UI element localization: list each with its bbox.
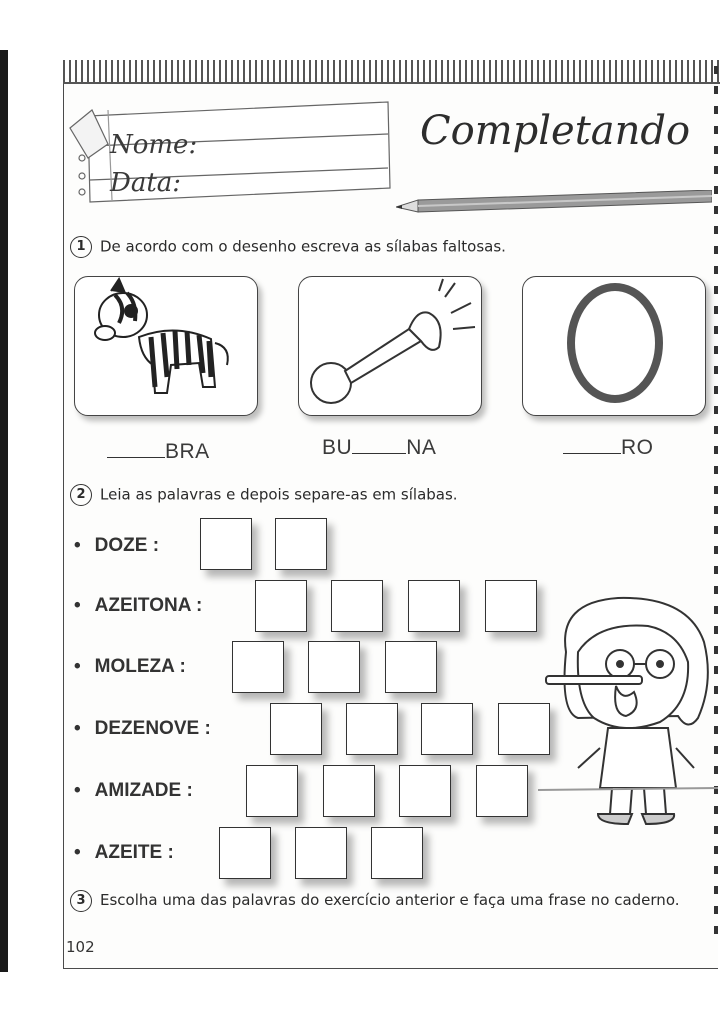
word-label: AZEITE : xyxy=(94,842,174,863)
word-moleza: • MOLEZA : xyxy=(74,656,186,677)
word-label: DEZENOVE : xyxy=(94,718,211,739)
picture-box-zero xyxy=(522,276,706,416)
girl-illustration-icon xyxy=(538,592,718,828)
word-label: AZEITONA : xyxy=(94,595,203,616)
name-label: Nome: xyxy=(110,130,198,160)
syllable-box[interactable] xyxy=(295,827,347,879)
syllable-box[interactable] xyxy=(371,827,423,879)
exercise-1-instruction xyxy=(70,236,506,258)
syllable-box[interactable] xyxy=(408,580,460,632)
syllable-text: RO xyxy=(621,436,654,459)
word-label: MOLEZA : xyxy=(94,656,186,677)
answer-blank[interactable] xyxy=(107,457,165,458)
word-doze: • DOZE : xyxy=(74,535,160,556)
page-number: 102 xyxy=(66,938,95,956)
date-label: Data: xyxy=(110,168,182,198)
page-title: Completando xyxy=(420,108,691,154)
picture-box-horn xyxy=(298,276,482,416)
syllable-box[interactable] xyxy=(346,703,398,755)
syllable-text: BRA xyxy=(165,440,210,463)
word-dezenove: • DEZENOVE : xyxy=(74,718,211,739)
syllable-box[interactable] xyxy=(246,765,298,817)
syllable-zero xyxy=(563,436,654,460)
answer-blank[interactable] xyxy=(352,453,406,454)
word-azeitona: • AZEITONA : xyxy=(74,595,203,616)
syllable-box[interactable] xyxy=(219,827,271,879)
syllable-text: BU xyxy=(322,436,353,459)
pencil-icon xyxy=(396,190,712,216)
answer-blank[interactable] xyxy=(563,453,621,454)
exercise-1-number: 1 xyxy=(70,236,92,258)
syllable-box[interactable] xyxy=(385,641,437,693)
zero-icon xyxy=(523,277,705,415)
exercise-3-instruction xyxy=(70,888,700,912)
exercise-2-instruction xyxy=(70,484,458,506)
spiral-binding xyxy=(63,60,720,84)
syllable-box[interactable] xyxy=(476,765,528,817)
syllable-box[interactable] xyxy=(421,703,473,755)
syllable-box[interactable] xyxy=(275,518,327,570)
syllable-box[interactable] xyxy=(485,580,537,632)
word-label: AMIZADE : xyxy=(94,780,193,801)
syllable-zebra xyxy=(107,440,210,464)
word-azeite: • AZEITE : xyxy=(74,842,174,863)
zebra-icon xyxy=(75,277,257,415)
exercise-2-number: 2 xyxy=(70,484,92,506)
exercise-3-number: 3 xyxy=(70,890,92,912)
syllable-box[interactable] xyxy=(399,765,451,817)
word-label: DOZE : xyxy=(94,535,160,556)
syllable-box[interactable] xyxy=(323,765,375,817)
syllable-box[interactable] xyxy=(308,641,360,693)
word-amizade: • AMIZADE : xyxy=(74,780,193,801)
syllable-box[interactable] xyxy=(200,518,252,570)
syllable-horn xyxy=(322,436,436,460)
book-edge xyxy=(0,50,8,972)
syllable-box[interactable] xyxy=(255,580,307,632)
exercise-3-text: Escolha uma das palavras do exercício anterior e faça uma frase no caderno. xyxy=(100,891,680,909)
syllable-box[interactable] xyxy=(232,641,284,693)
syllable-text: NA xyxy=(406,436,437,459)
exercise-1-text: De acordo com o desenho escreva as sílabas faltosas. xyxy=(100,237,506,256)
syllable-box[interactable] xyxy=(270,703,322,755)
syllable-box[interactable] xyxy=(331,580,383,632)
horn-icon xyxy=(299,277,481,415)
picture-box-zebra xyxy=(74,276,258,416)
exercise-2-text: Leia as palavras e depois separe-as em sílabas. xyxy=(100,485,458,504)
